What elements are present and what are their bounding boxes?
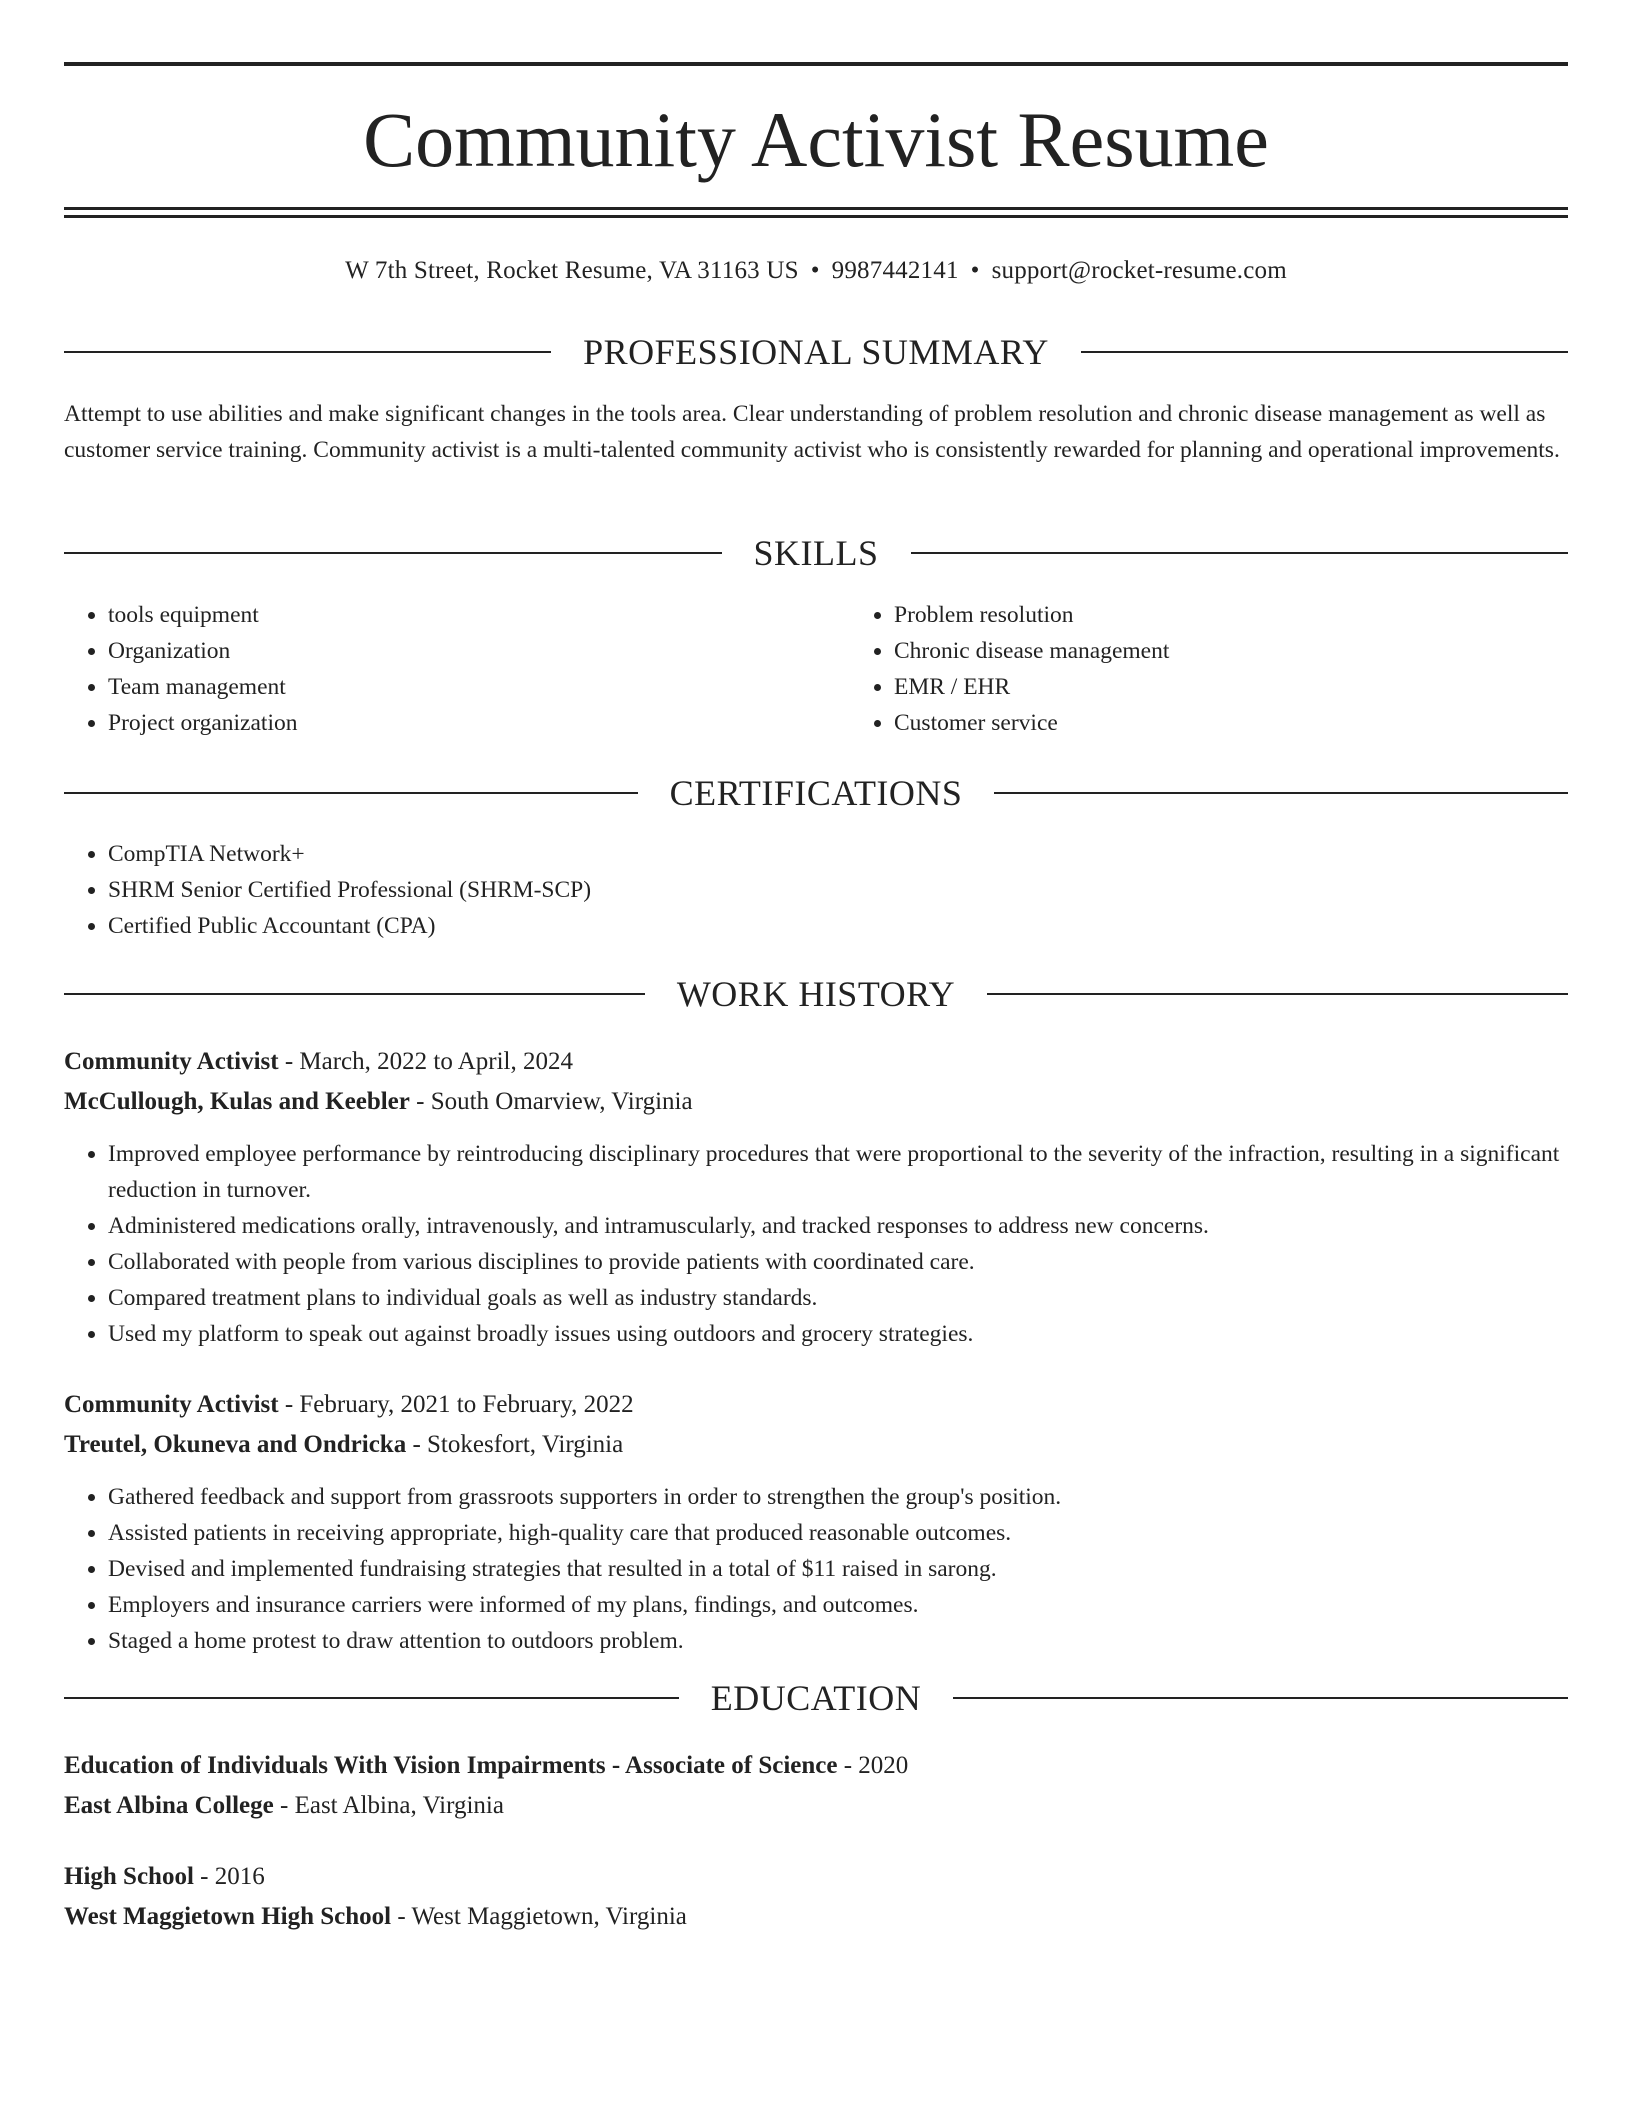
job-bullet: • Administered medications orally, intravenously, and intramuscularly, and tracked responses to address new concerns.	[108, 1208, 1568, 1244]
education-school-line	[64, 1897, 1568, 1937]
section-header-summary	[64, 330, 1568, 374]
section-title: SKILLS	[753, 533, 879, 573]
contact-separator: •	[810, 257, 820, 284]
section-header-education	[64, 1676, 1568, 1720]
section-rule	[994, 792, 1568, 794]
skill-item: • tools equipment	[108, 597, 850, 633]
job-bullet: • Gathered feedback and support from grassroots supporters in order to strengthen the group's position.	[108, 1479, 1568, 1515]
education-degree: High School	[64, 1863, 194, 1890]
job-bullets	[64, 1136, 1568, 1352]
education-location: - West Maggietown, Virginia	[391, 1903, 687, 1930]
job-employer: McCullough, Kulas and Keebler	[64, 1088, 410, 1115]
section-title: PROFESSIONAL SUMMARY	[583, 332, 1049, 372]
job-employer-line	[64, 1425, 1568, 1465]
job-bullets	[64, 1479, 1568, 1659]
contact-separator: •	[970, 257, 980, 284]
contact-address: W 7th Street, Rocket Resume, VA 31163 US	[345, 257, 799, 284]
section-rule	[1081, 351, 1568, 353]
education-degree-line	[64, 1746, 1568, 1786]
section-rule	[987, 993, 1568, 995]
skills-column-left	[64, 597, 850, 741]
top-rule	[64, 62, 1568, 66]
title-rule-lower	[64, 215, 1568, 218]
education-entry	[64, 1746, 1568, 1826]
job-title-line	[64, 1042, 1568, 1082]
education-school-line	[64, 1786, 1568, 1826]
job-employer-line	[64, 1082, 1568, 1122]
skill-item: • Organization	[108, 633, 850, 669]
section-rule	[953, 1697, 1568, 1699]
job-bullet: • Assisted patients in receiving appropriate, high-quality care that produced reasonable outcomes.	[108, 1515, 1568, 1551]
contact-phone: 9987442141	[831, 257, 959, 284]
job-bullet: • Compared treatment plans to individual goals as well as industry standards.	[108, 1280, 1568, 1316]
education-entry	[64, 1857, 1568, 1937]
skill-item: • Customer service	[894, 705, 1632, 741]
education-year: - 2016	[193, 1863, 265, 1890]
job-location: - Stokesfort, Virginia	[406, 1431, 624, 1458]
certifications-list	[64, 836, 1568, 944]
job-bullet: • Collaborated with people from various disciplines to provide patients with coordinated care.	[108, 1244, 1568, 1280]
certification-item: • CompTIA Network+	[108, 836, 1568, 872]
job-title-line	[64, 1385, 1568, 1425]
job-dates: - March, 2022 to April, 2024	[278, 1048, 573, 1075]
section-rule	[64, 351, 551, 353]
section-rule	[64, 552, 722, 554]
job-dates: - February, 2021 to February, 2022	[278, 1391, 634, 1418]
resume-title: Community Activist Resume	[363, 96, 1269, 183]
skills-list	[64, 597, 1568, 741]
education-degree: Education of Individuals With Vision Impairments - Associate of Science	[64, 1752, 838, 1779]
job-title: Community Activist	[64, 1048, 279, 1075]
job-title: Community Activist	[64, 1391, 279, 1418]
education-school: East Albina College	[64, 1792, 274, 1819]
skill-item: • EMR / EHR	[894, 669, 1632, 705]
skills-column-right	[850, 597, 1632, 741]
skill-item: • Team management	[108, 669, 850, 705]
section-rule	[911, 552, 1569, 554]
contact-email[interactable]: support@rocket-resume.com	[991, 257, 1287, 284]
section-header-skills	[64, 531, 1568, 575]
job-bullet: • Staged a home protest to draw attention to outdoors problem.	[108, 1623, 1568, 1659]
job-bullet: • Devised and implemented fundraising strategies that resulted in a total of $11 raised in sarong.	[108, 1551, 1568, 1587]
skill-item: • Project organization	[108, 705, 850, 741]
education-degree-line	[64, 1857, 1568, 1897]
job-bullet: • Used my platform to speak out against broadly issues using outdoors and grocery strategies.	[108, 1316, 1568, 1352]
job-location: - South Omarview, Virginia	[409, 1088, 693, 1115]
section-rule	[64, 792, 638, 794]
section-header-certifications	[64, 771, 1568, 815]
education-year: - 2020	[837, 1752, 909, 1779]
skill-item: • Problem resolution	[894, 597, 1632, 633]
job-entry	[64, 1385, 1568, 1659]
education-location: - East Albina, Virginia	[273, 1792, 504, 1819]
certification-item: • Certified Public Accountant (CPA)	[108, 908, 1568, 944]
summary-text: Attempt to use abilities and make significant changes in the tools area. Clear understanding of problem resolution and chronic disease management as well as customer service training. Community activist is a multi-talented community activist who is consistently rewarded for planning and operational improvements.	[64, 401, 1560, 463]
title-rule-upper	[64, 207, 1568, 210]
job-entry	[64, 1042, 1568, 1352]
job-employer: Treutel, Okuneva and Ondricka	[64, 1431, 407, 1458]
section-rule	[64, 1697, 679, 1699]
job-bullet: • Improved employee performance by reintroducing disciplinary procedures that were proportional to the severity of the infraction, resulting in a significant reduction in turnover.	[108, 1136, 1568, 1208]
contact-line	[64, 254, 1568, 288]
section-title: EDUCATION	[710, 1678, 922, 1718]
education-school: West Maggietown High School	[64, 1903, 392, 1930]
section-title: CERTIFICATIONS	[669, 773, 963, 813]
job-bullet: • Employers and insurance carriers were informed of my plans, findings, and outcomes.	[108, 1587, 1568, 1623]
section-header-work	[64, 972, 1568, 1016]
certification-item: • SHRM Senior Certified Professional (SHRM-SCP)	[108, 872, 1568, 908]
section-rule	[64, 993, 645, 995]
skill-item: • Chronic disease management	[894, 633, 1632, 669]
section-title: WORK HISTORY	[676, 974, 956, 1014]
